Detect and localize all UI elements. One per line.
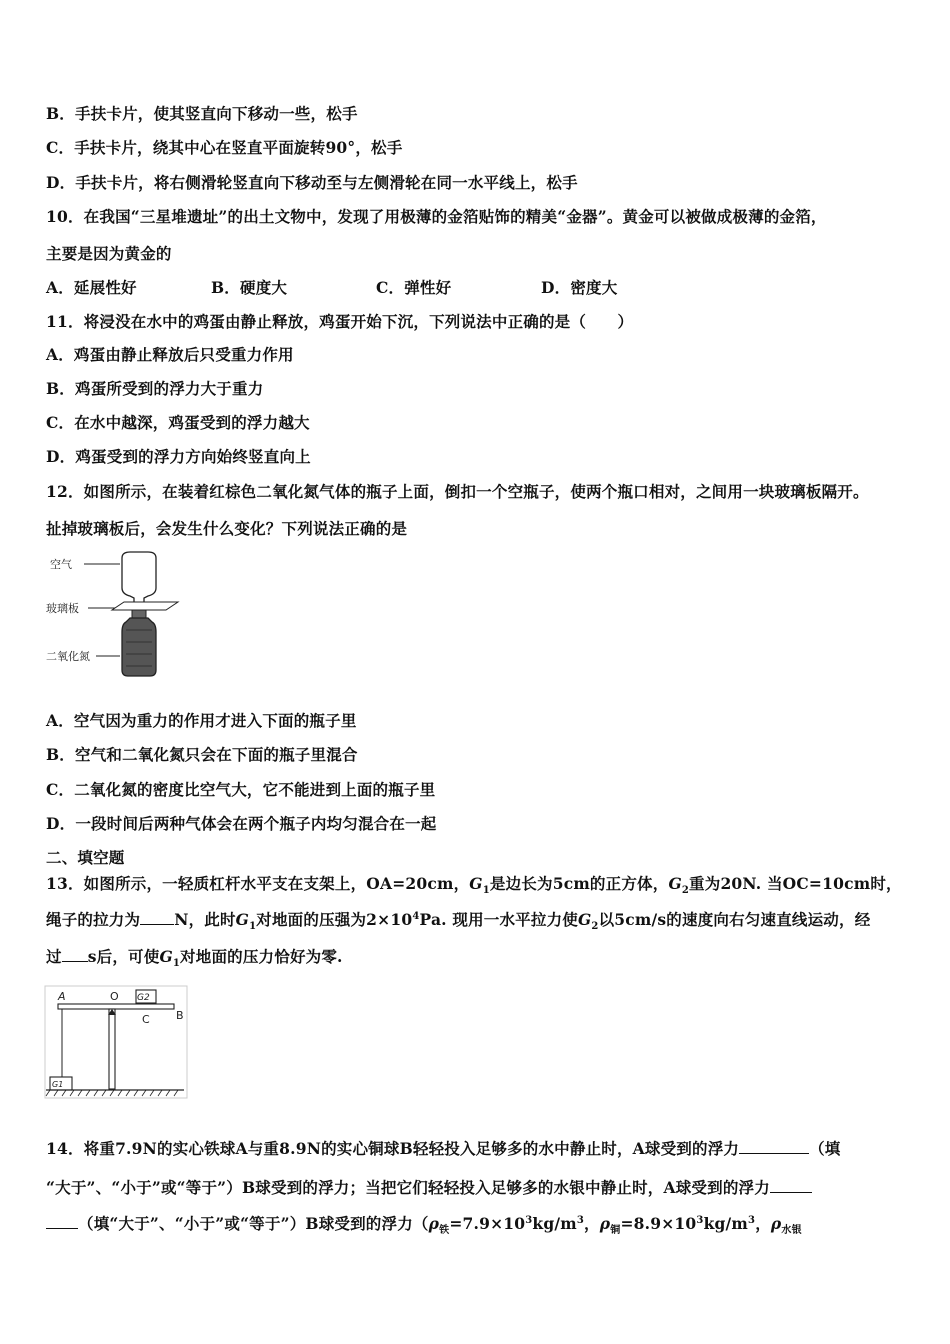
q11-option-c: C．在水中越深，鸡蛋受到的浮力越大 — [46, 413, 310, 432]
q14-blank-mercury-part2[interactable] — [46, 1214, 78, 1229]
lever-figure — [44, 985, 189, 1100]
figure-label-air: 空气 — [50, 558, 72, 571]
q12-option-b: B．空气和二氧化氮只会在下面的瓶子里混合 — [46, 745, 358, 764]
q14-stem-line2: “大于”、“小于”或“等于”）B球受到的浮力；当把它们轻轻投入足够多的水银中静止时，A球受到的浮力 — [46, 1176, 812, 1198]
lever-label-a: A — [58, 990, 66, 1003]
q14-blank-water[interactable] — [739, 1139, 809, 1154]
lever-label-o: O — [110, 990, 119, 1003]
q10-option-a: A．延展性好 — [46, 278, 137, 297]
q11-option-a: A．鸡蛋由静止释放后只受重力作用 — [46, 345, 294, 364]
gas-diffusion-figure — [46, 548, 196, 680]
q10-options — [46, 276, 617, 298]
lever-bar — [58, 1004, 174, 1009]
glass-plate — [112, 602, 178, 610]
svg-text:G2: G2 — [137, 993, 150, 1003]
q12-stem-line1: 12．如图所示，在装着红棕色二氧化氮气体的瓶子上面，倒扣一个空瓶子，使两个瓶口相对，之间用一块玻璃板隔开。 — [46, 482, 869, 501]
svg-text:G1: G1 — [52, 1080, 64, 1089]
q13-blank-time[interactable] — [62, 947, 88, 962]
q14-blank-mercury-part1[interactable] — [770, 1178, 812, 1193]
q9-option-b: B．手扶卡片，使其竖直向下移动一些，松手 — [46, 104, 358, 123]
q12-stem-line2: 扯掉玻璃板后，会发生什么变化？下列说法正确的是 — [46, 519, 408, 538]
lever-label-b: B — [176, 1009, 184, 1022]
upper-bottle — [122, 552, 156, 604]
lower-bottle — [122, 618, 156, 676]
q10-option-c: C．弹性好 — [376, 278, 452, 297]
q9-option-c: C．手扶卡片，绕其中心在竖直平面旋转90°，松手 — [46, 138, 403, 157]
q11-option-b: B．鸡蛋所受到的浮力大于重力 — [46, 379, 264, 398]
fulcrum-stand — [109, 1009, 115, 1089]
q13-stem-line3: 过 s后，可使$G_1$对地面的压力恰好为零. — [46, 947, 343, 970]
q9-option-d: D．手扶卡片，将右侧滑轮竖直向下移动至与左侧滑轮在同一水平线上，松手 — [46, 173, 578, 192]
q10-option-d: D．密度大 — [541, 278, 618, 297]
q11-option-d: D．鸡蛋受到的浮力方向始终竖直向上 — [46, 447, 311, 466]
q13-blank-tension[interactable] — [140, 910, 174, 925]
q14-stem-line1: 14．将重7.9N的实心铁球A与重8.9N的实心铜球B轻轻投入足够多的水中静止时，A球受到的浮力 （填 — [46, 1139, 841, 1158]
q13-stem-line2: 绳子的拉力为 N，此时$G_1$对地面的压强为$2\times 10^4Pa$. 现用一水平拉力使$G_2$以5cm/s的速度向右匀速直线运动，经 — [46, 910, 871, 933]
q10-stem-line1: 10．在我国“三星堆遗址”的出土文物中，发现了用极薄的金箔贴饰的精美“金器”。黄金可以被做成极薄的金箔， — [46, 207, 827, 226]
q13-stem-line1: 13．如图所示，一轻质杠杆水平支在支架上，OA=20cm，$G_1$是边长为5cm的正方体，$G_2$重为20N. 当OC=10cm时， — [46, 874, 902, 897]
q10-stem-line2: 主要是因为黄金的 — [46, 244, 172, 263]
figure-label-glass-plate: 玻璃板 — [46, 602, 79, 615]
q10-option-b: B．硬度大 — [211, 278, 288, 297]
q12-option-d: D．一段时间后两种气体会在两个瓶子内均匀混合在一起 — [46, 814, 437, 833]
q12-option-a: A．空气因为重力的作用才进入下面的瓶子里 — [46, 711, 357, 730]
q14-stem-line3: （填“大于”、“小于”或“等于”）B球受到的浮力（$\rho_铁=7.9\times 10^3kg/m^3$，$\rho_铜=8.9\times 10^3kg/m^3$，$\rho_{水银}$ — [46, 1212, 802, 1236]
q11-stem: 11．将浸没在水中的鸡蛋由静止释放，鸡蛋开始下沉，下列说法中正确的是（ ） — [46, 312, 634, 331]
figure-label-no2: 二氧化氮 — [46, 650, 90, 663]
q12-option-c: C．二氧化氮的密度比空气大，它不能进到上面的瓶子里 — [46, 780, 436, 799]
section-title-fill-in: 二、填空题 — [46, 848, 125, 867]
lever-label-c: C — [142, 1013, 150, 1026]
lower-bottle-neck — [132, 610, 146, 618]
